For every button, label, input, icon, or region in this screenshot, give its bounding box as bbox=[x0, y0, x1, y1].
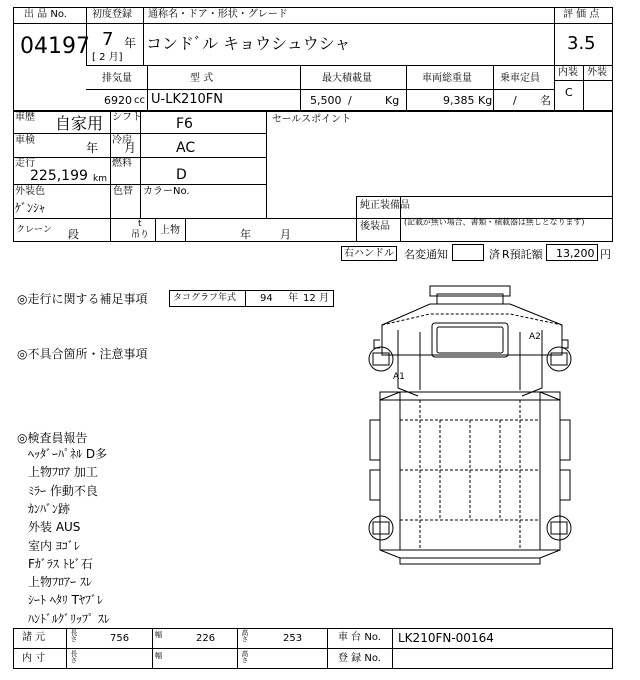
tachograph-year: 94 bbox=[260, 293, 273, 304]
capacity-slash: / bbox=[513, 94, 517, 107]
color-change-label: 色替 bbox=[113, 186, 133, 197]
max-load-label: 最大積載量 bbox=[322, 73, 372, 84]
length-value: 756 bbox=[110, 633, 130, 644]
capacity-unit: 名 bbox=[540, 94, 551, 107]
ac-label: 冷房 bbox=[112, 135, 132, 146]
recycle-label: R預託額 bbox=[502, 248, 543, 261]
inspection-year-unit: 年 bbox=[86, 141, 99, 155]
interior-grade: C bbox=[565, 86, 573, 99]
displacement-unit: cc bbox=[134, 95, 145, 106]
displacement-value: 6920 bbox=[104, 94, 132, 107]
crane-label: クレーン bbox=[16, 225, 52, 235]
displacement-label: 排気量 bbox=[102, 73, 132, 84]
height-value: 253 bbox=[283, 633, 303, 644]
aftermarket-label: 後装品 bbox=[360, 221, 390, 232]
exterior-label: 外装 bbox=[587, 67, 607, 78]
fuel-value: D bbox=[176, 167, 187, 183]
max-load-value: 5,500 bbox=[310, 94, 342, 107]
inner-height-label: 高さ bbox=[240, 650, 248, 664]
recycle-prefix: 済 bbox=[489, 248, 500, 261]
color-code-label: カラーNo. bbox=[143, 186, 190, 197]
tachograph-month: 12 bbox=[303, 293, 316, 304]
chassis-label: 車 台 No. bbox=[338, 632, 381, 643]
interior-label: 内装 bbox=[558, 67, 578, 78]
mileage-value: 225,199 bbox=[30, 168, 88, 184]
tachograph-month-unit: 月 bbox=[319, 293, 329, 304]
history-label: 車歴 bbox=[15, 112, 35, 123]
driving-notes-heading: ◎走行に関する補足事項 bbox=[17, 292, 148, 306]
inspector-report-item: 上物ﾌﾛｱｰ ｽﾚ bbox=[28, 575, 92, 590]
inner-width-label: 幅 bbox=[155, 652, 163, 661]
inspector-report-item: 外装 AUS bbox=[28, 520, 81, 535]
right-hand-label: 右ハンドル bbox=[344, 248, 394, 259]
first-reg-label: 初度登録 bbox=[92, 9, 132, 20]
inspector-report-item: ﾐﾗｰ 作動不良 bbox=[28, 483, 98, 498]
lot-number: 04197 bbox=[20, 34, 90, 59]
grade-label: 評 価 点 bbox=[563, 9, 600, 20]
chassis-number: LK210FN-00164 bbox=[398, 631, 494, 645]
damage-mark-a1: A1 bbox=[393, 372, 405, 382]
sales-point-label: セールスポイント bbox=[272, 114, 352, 125]
lot-label: 出 品 No. bbox=[24, 9, 67, 20]
tachograph-label: タコグラフ年式 bbox=[173, 293, 237, 303]
crane-t-unit: t bbox=[138, 219, 142, 229]
inspector-report-item: 室内 ﾖｺﾞﾚ bbox=[28, 538, 80, 553]
defects-heading: ◎不具合箇所・注意事項 bbox=[17, 347, 148, 361]
crane-lift-label: 吊り bbox=[131, 230, 150, 240]
fuel-label: 燃料 bbox=[112, 158, 132, 169]
inspection-label: 車検 bbox=[15, 135, 35, 146]
overall-grade: 3.5 bbox=[567, 33, 596, 54]
gross-weight-value: 9,385 bbox=[443, 94, 475, 107]
max-load-slash: / bbox=[348, 94, 352, 107]
inspector-report-item: ｶﾝﾊﾞﾝ跡 bbox=[28, 501, 71, 516]
history-value: 自家用 bbox=[55, 114, 104, 133]
inspector-report-item: ｼｰﾄ ﾍﾀﾘ Tﾔﾌﾞﾚ bbox=[28, 593, 103, 608]
inner-length-label: 長さ bbox=[69, 650, 77, 664]
name-change-box bbox=[452, 244, 484, 261]
mileage-unit: km bbox=[93, 174, 107, 184]
name-change-label: 名変通知 bbox=[404, 248, 448, 261]
first-reg-year: 7 bbox=[102, 29, 114, 50]
ac-value: AC bbox=[176, 140, 196, 156]
gross-weight-unit: Kg bbox=[478, 94, 493, 107]
dims-label: 諸 元 bbox=[22, 632, 46, 643]
inner-dims-label: 内 寸 bbox=[22, 653, 46, 664]
loading-label: 上物 bbox=[160, 225, 180, 236]
inspector-report-item: 上物ﾌﾛｱ 加工 bbox=[28, 465, 98, 480]
loading-year-unit: 年 bbox=[240, 228, 251, 241]
year-unit: 年 bbox=[124, 36, 137, 50]
width-label: 幅 bbox=[155, 631, 163, 640]
inspector-report-item: Fｶﾞﾗｽ ﾄﾋﾞ石 bbox=[28, 556, 93, 571]
model-name: コンドﾞル キョウシュウシャ bbox=[146, 34, 351, 53]
inspection-month-unit-visible: 月 bbox=[124, 141, 137, 155]
tachograph-year-unit: 年 bbox=[288, 293, 298, 304]
color-label: 外装色 bbox=[15, 186, 45, 197]
type-label: 型 式 bbox=[190, 73, 214, 84]
inspector-report-item: ﾊﾝﾄﾞﾙｸﾞﾘｯﾌﾟ ｽﾚ bbox=[28, 611, 110, 626]
capacity-label: 乗車定員 bbox=[500, 73, 540, 84]
height-label: 高さ bbox=[240, 629, 248, 643]
recycle-unit: 円 bbox=[600, 248, 611, 261]
gross-weight-label: 車両総重量 bbox=[422, 73, 472, 84]
width-value: 226 bbox=[196, 633, 216, 644]
loading-month-unit: 月 bbox=[280, 228, 291, 241]
inspector-heading: ◎検査員報告 bbox=[17, 431, 88, 445]
length-label: 長さ bbox=[69, 629, 77, 643]
model-type: U-LK210FN bbox=[151, 92, 223, 107]
registration-label: 登 録 No. bbox=[338, 653, 381, 664]
first-reg-month: [ 2 月] bbox=[92, 52, 123, 63]
crane-stage-unit: 段 bbox=[68, 228, 79, 241]
shift-label: シフト bbox=[112, 112, 142, 123]
damage-mark-a2: A2 bbox=[529, 332, 541, 342]
equipment-label: 純正装備品 bbox=[360, 200, 410, 211]
recycle-amount: 13,200 bbox=[556, 247, 595, 260]
color-value: ｹﾞﾝｼｬ bbox=[15, 201, 46, 215]
aftermarket-note: (記載が無い場合、書類・積載器は無しとなります) bbox=[404, 218, 585, 227]
shift-value: F6 bbox=[176, 116, 193, 132]
name-label: 通称名・ドア・形状・グレード bbox=[148, 9, 288, 20]
mileage-label: 走行 bbox=[15, 158, 35, 169]
max-load-unit: Kg bbox=[385, 94, 400, 107]
inspector-report-item: ﾍｯﾀﾞｰﾊﾟﾈﾙ D多 bbox=[28, 447, 108, 461]
